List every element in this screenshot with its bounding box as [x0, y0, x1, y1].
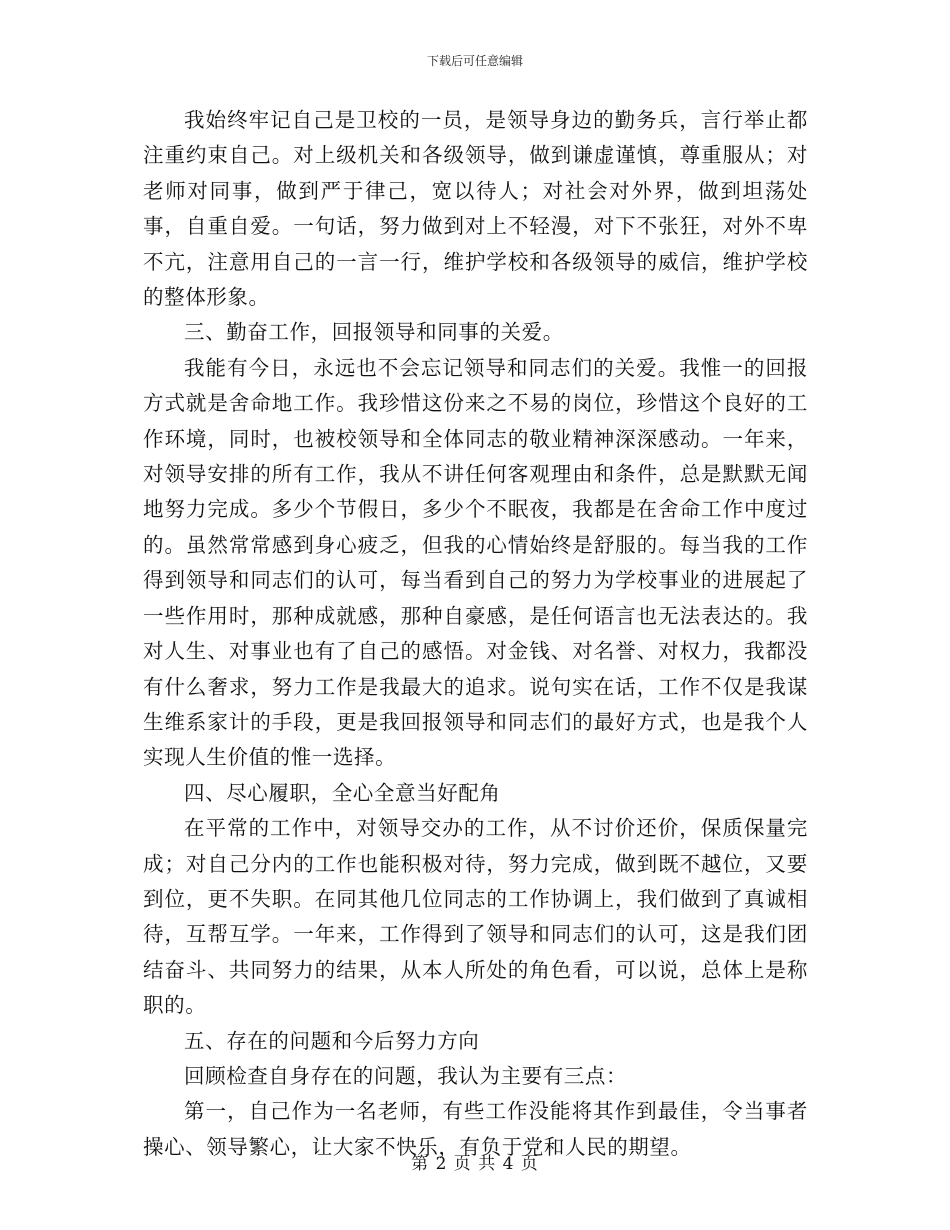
- paragraph: 我能有今日，永远也不会忘记领导和同志们的关爱。我惟一的回报方式就是舍命地工作。我珍惜这份来之不易的岗位，珍惜这个良好的工作环境，同时，也被校领导和全体同志的敬业精神深深感动。一年来，对领导安排的所有工作，我从不讲任何客观理由和条件，总是默默无闻地努力完成。多少个节假日，多少个不眠夜，我都是在舍命工作中度过的。虽然常常感到身心疲乏，但我的心情始终是舒服的。每当我的工作得到领导和同志们的认可，每当看到自己的努力为学校事业的进展起了一些作用时，那种成就感，那种自豪感，是任何语言也无法表达的。我对人生、对事业也有了自己的感悟。对金钱、对名誉、对权力，我都没有什么奢求，努力工作是我最大的追求。说句实在话，工作不仅是我谋生维系家计的手段，更是我回报领导和同志们的最好方式，也是我个人实现人生价值的惟一选择。: [143, 355, 808, 770]
- section-heading: 五、存在的问题和今后努力方向: [184, 1028, 480, 1053]
- section-heading: 三、勤奋工作，回报领导和同事的关爱。: [184, 320, 564, 345]
- document-body: [143, 103, 808, 1165]
- section-heading: 四、尽心履职，全心全意当好配角: [184, 780, 501, 805]
- page-number-footer: 第 2 页 共 4 页: [411, 1154, 539, 1174]
- paragraph: 在平常的工作中，对领导交办的工作，从不讨价还价，保质保量完成；对自己分内的工作也能积极对待，努力完成，做到既不越位，又要到位，更不失职。在同其他几位同志的工作协调上，我们做到了真诚相待，互帮互学。一年来，工作得到了领导和同志们的认可，这是我们团结奋斗、共同努力的结果，从本人所处的角色看，可以说，总体上是称职的。: [143, 816, 808, 1018]
- paragraph: 我始终牢记自己是卫校的一员，是领导身边的勤务兵，言行举止都注重约束自己。对上级机关和各级领导，做到谦虚谨慎，尊重服从；对老师对同事，做到严于律己，宽以待人；对社会对外界，做到坦荡处事，自重自爱。一句话，努力做到对上不轻漫，对下不张狂，对外不卑不亢，注意用自己的一言一行，维护学校和各级领导的威信，维护学校的整体形象。: [143, 108, 808, 310]
- paragraph: 回顾检查自身存在的问题，我认为主要有三点：: [184, 1063, 628, 1088]
- paragraph: 第一，自己作为一名老师，有些工作没能将其作到最佳，令当事者操心、领导繁心，让大家不快乐，有负于党和人民的期望。: [143, 1099, 808, 1159]
- page-header: 下载后可任意编辑: [426, 54, 523, 68]
